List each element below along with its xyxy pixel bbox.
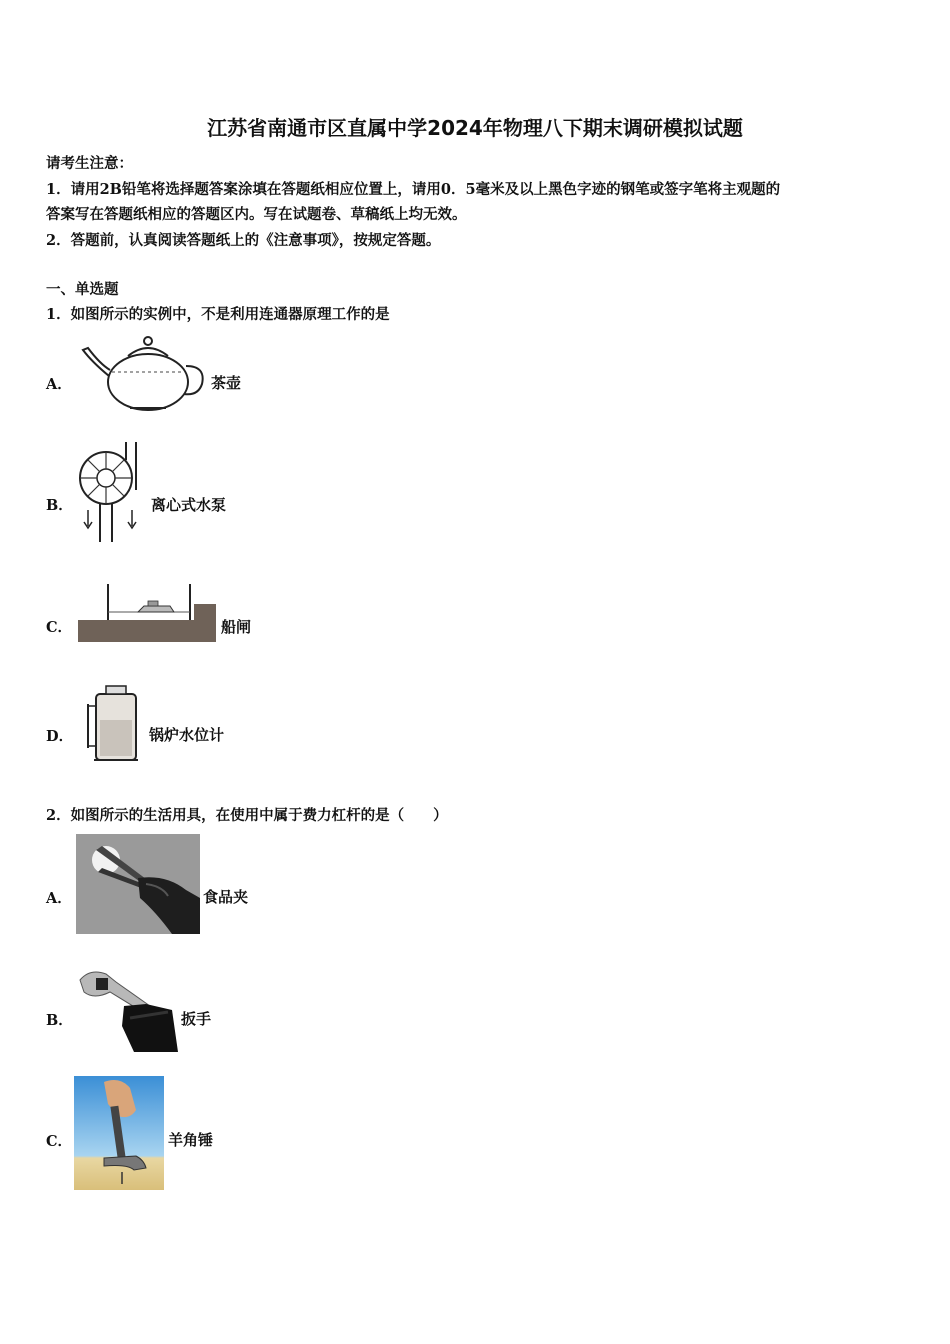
q2-option-c-label: 羊角锤	[168, 1131, 214, 1149]
q1-option-b-letter: B．	[46, 497, 73, 514]
q2-option-b-letter: B．	[46, 1012, 73, 1029]
q1-option-c-letter: C．	[46, 619, 73, 636]
q2-option-a-letter: A．	[46, 890, 72, 907]
q1-option-d-letter: D．	[46, 728, 74, 745]
q1-option-c-label: 船闸	[221, 618, 252, 636]
q2-option-c-letter: C．	[46, 1133, 73, 1150]
notice-line-1: 1．请用2B铅笔将选择题答案涂填在答题纸相应位置上，请用0．5毫米及以上黑色字迹的钢笔或签字笔将主观题的	[46, 181, 781, 198]
q2-option-b-label: 扳手	[181, 1010, 212, 1028]
notice-line-1b: 答案写在答题纸相应的答题区内。写在试题卷、草稿纸上均无效。	[46, 206, 467, 223]
ship-lock-figure	[78, 582, 218, 644]
notice-line-2: 2．答题前，认真阅读答题纸上的《注意事项》，按规定答题。	[46, 232, 441, 249]
notice-heading: 请考生注意：	[46, 155, 133, 172]
section-heading: 一、单选题	[46, 281, 119, 298]
q1-stem: 1．如图所示的实例中，不是利用连通器原理工作的是	[46, 306, 390, 323]
q1-option-a-letter: A．	[46, 376, 72, 393]
q1-option-b-label: 离心式水泵	[151, 496, 227, 514]
centrifugal-pump-figure	[76, 440, 146, 544]
q2-stem: 2．如图所示的生活用具，在使用中属于费力杠杆的是（ ）	[46, 807, 448, 824]
boiler-gauge-figure	[84, 684, 144, 766]
q1-option-a-label: 茶壶	[211, 374, 242, 392]
page-title: 江苏省南通市区直属中学2024年物理八下期末调研模拟试题	[207, 116, 743, 140]
wrench-photo	[76, 966, 182, 1052]
q1-option-d-label: 锅炉水位计	[149, 726, 225, 744]
claw-hammer-photo	[74, 1076, 164, 1190]
q2-option-a-label: 食品夹	[203, 888, 249, 906]
food-tongs-photo	[76, 834, 200, 934]
teapot-figure	[80, 332, 208, 414]
